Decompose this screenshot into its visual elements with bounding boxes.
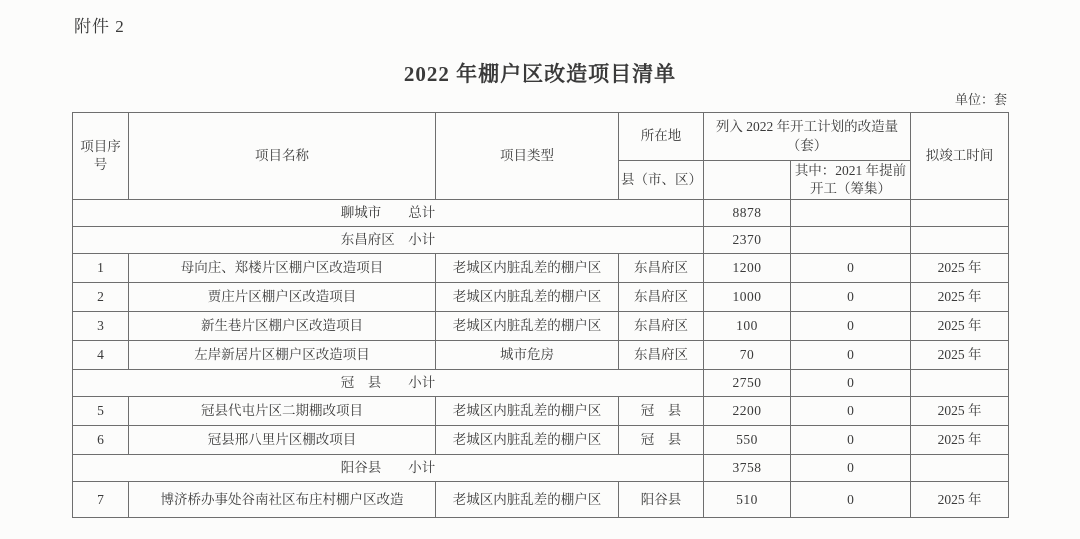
name-cell: 博济桥办事处谷南社区布庄村棚户区改造 xyxy=(129,482,436,518)
seq-cell: 3 xyxy=(73,312,129,341)
advance-cell: 0 xyxy=(791,341,911,370)
table-row-subtotal xyxy=(73,370,1009,397)
summary-label: 阳谷县 小计 xyxy=(73,455,704,482)
advance-cell: 0 xyxy=(791,254,911,283)
quantity-cell: 100 xyxy=(704,312,791,341)
name-cell: 贾庄片区棚户区改造项目 xyxy=(129,283,436,312)
quantity-cell: 1000 xyxy=(704,283,791,312)
location-cell: 东昌府区 xyxy=(619,283,704,312)
attachment-label: 附件 2 xyxy=(74,17,125,36)
completion-cell: 2025 年 xyxy=(911,312,1009,341)
quantity-cell: 1200 xyxy=(704,254,791,283)
completion-cell xyxy=(911,200,1009,227)
seq-cell: 5 xyxy=(73,397,129,426)
advance-cell xyxy=(791,200,911,227)
quantity-cell: 2750 xyxy=(704,370,791,397)
type-cell: 城市危房 xyxy=(436,341,619,370)
name-cell: 新生巷片区棚户区改造项目 xyxy=(129,312,436,341)
advance-cell: 0 xyxy=(791,426,911,455)
completion-cell xyxy=(911,227,1009,254)
quantity-cell: 8878 xyxy=(704,200,791,227)
location-cell: 冠 县 xyxy=(619,426,704,455)
table-row-project xyxy=(73,426,1009,455)
seq-cell: 2 xyxy=(73,283,129,312)
location-cell: 阳谷县 xyxy=(619,482,704,518)
header-name: 项目名称 xyxy=(129,113,436,200)
quantity-cell: 550 xyxy=(704,426,791,455)
completion-cell: 2025 年 xyxy=(911,283,1009,312)
seq-cell: 4 xyxy=(73,341,129,370)
location-cell: 东昌府区 xyxy=(619,254,704,283)
completion-cell: 2025 年 xyxy=(911,341,1009,370)
quantity-cell: 2200 xyxy=(704,397,791,426)
seq-cell: 6 xyxy=(73,426,129,455)
quantity-cell: 70 xyxy=(704,341,791,370)
type-cell: 老城区内脏乱差的棚户区 xyxy=(436,283,619,312)
seq-cell: 7 xyxy=(73,482,129,518)
name-cell: 冠县代屯片区二期棚改项目 xyxy=(129,397,436,426)
seq-cell: 1 xyxy=(73,254,129,283)
advance-cell xyxy=(791,227,911,254)
advance-cell: 0 xyxy=(791,283,911,312)
header-location-group: 所在地 xyxy=(619,113,704,161)
advance-cell: 0 xyxy=(791,482,911,518)
table-row-project xyxy=(73,312,1009,341)
quantity-cell: 2370 xyxy=(704,227,791,254)
completion-cell: 2025 年 xyxy=(911,397,1009,426)
table-row-project xyxy=(73,482,1009,518)
header-type: 项目类型 xyxy=(436,113,619,200)
name-cell: 母向庄、郑楼片区棚户区改造项目 xyxy=(129,254,436,283)
summary-label: 冠 县 小计 xyxy=(73,370,704,397)
location-cell: 东昌府区 xyxy=(619,341,704,370)
completion-cell xyxy=(911,455,1009,482)
header-quantity-group: 列入 2022 年开工计划的改造量（套） xyxy=(704,113,911,161)
table-row-city-total xyxy=(73,200,1009,227)
location-cell: 东昌府区 xyxy=(619,312,704,341)
header-quantity-sub: 其中：2021 年提前开工（筹集） xyxy=(791,161,911,200)
type-cell: 老城区内脏乱差的棚户区 xyxy=(436,426,619,455)
header-quantity-blank xyxy=(704,161,791,200)
unit-note: 单位：套 xyxy=(954,92,1007,107)
completion-cell xyxy=(911,370,1009,397)
completion-cell: 2025 年 xyxy=(911,426,1009,455)
quantity-cell: 510 xyxy=(704,482,791,518)
table-row-project xyxy=(73,397,1009,426)
table-row-project xyxy=(73,283,1009,312)
header-completion: 拟竣工时间 xyxy=(911,113,1009,200)
table-row-project xyxy=(73,254,1009,283)
advance-cell: 0 xyxy=(791,312,911,341)
name-cell: 冠县邢八里片区棚改项目 xyxy=(129,426,436,455)
type-cell: 老城区内脏乱差的棚户区 xyxy=(436,397,619,426)
summary-label: 东昌府区 小计 xyxy=(73,227,704,254)
header-seq: 项目序号 xyxy=(73,113,129,200)
summary-label: 聊城市 总计 xyxy=(73,200,704,227)
project-list-table xyxy=(72,112,1009,518)
location-cell: 冠 县 xyxy=(619,397,704,426)
type-cell: 老城区内脏乱差的棚户区 xyxy=(436,312,619,341)
name-cell: 左岸新居片区棚户区改造项目 xyxy=(129,341,436,370)
table-row-project xyxy=(73,341,1009,370)
table-row-subtotal xyxy=(73,455,1009,482)
advance-cell: 0 xyxy=(791,370,911,397)
type-cell: 老城区内脏乱差的棚户区 xyxy=(436,254,619,283)
advance-cell: 0 xyxy=(791,455,911,482)
page-title: 2022 年棚户区改造项目清单 xyxy=(403,62,677,86)
completion-cell: 2025 年 xyxy=(911,254,1009,283)
completion-cell: 2025 年 xyxy=(911,482,1009,518)
header-location-sub: 县（市、区） xyxy=(619,161,704,200)
advance-cell: 0 xyxy=(791,397,911,426)
quantity-cell: 3758 xyxy=(704,455,791,482)
type-cell: 老城区内脏乱差的棚户区 xyxy=(436,482,619,518)
table-row-subtotal xyxy=(73,227,1009,254)
table-header-row-1 xyxy=(73,113,1009,161)
